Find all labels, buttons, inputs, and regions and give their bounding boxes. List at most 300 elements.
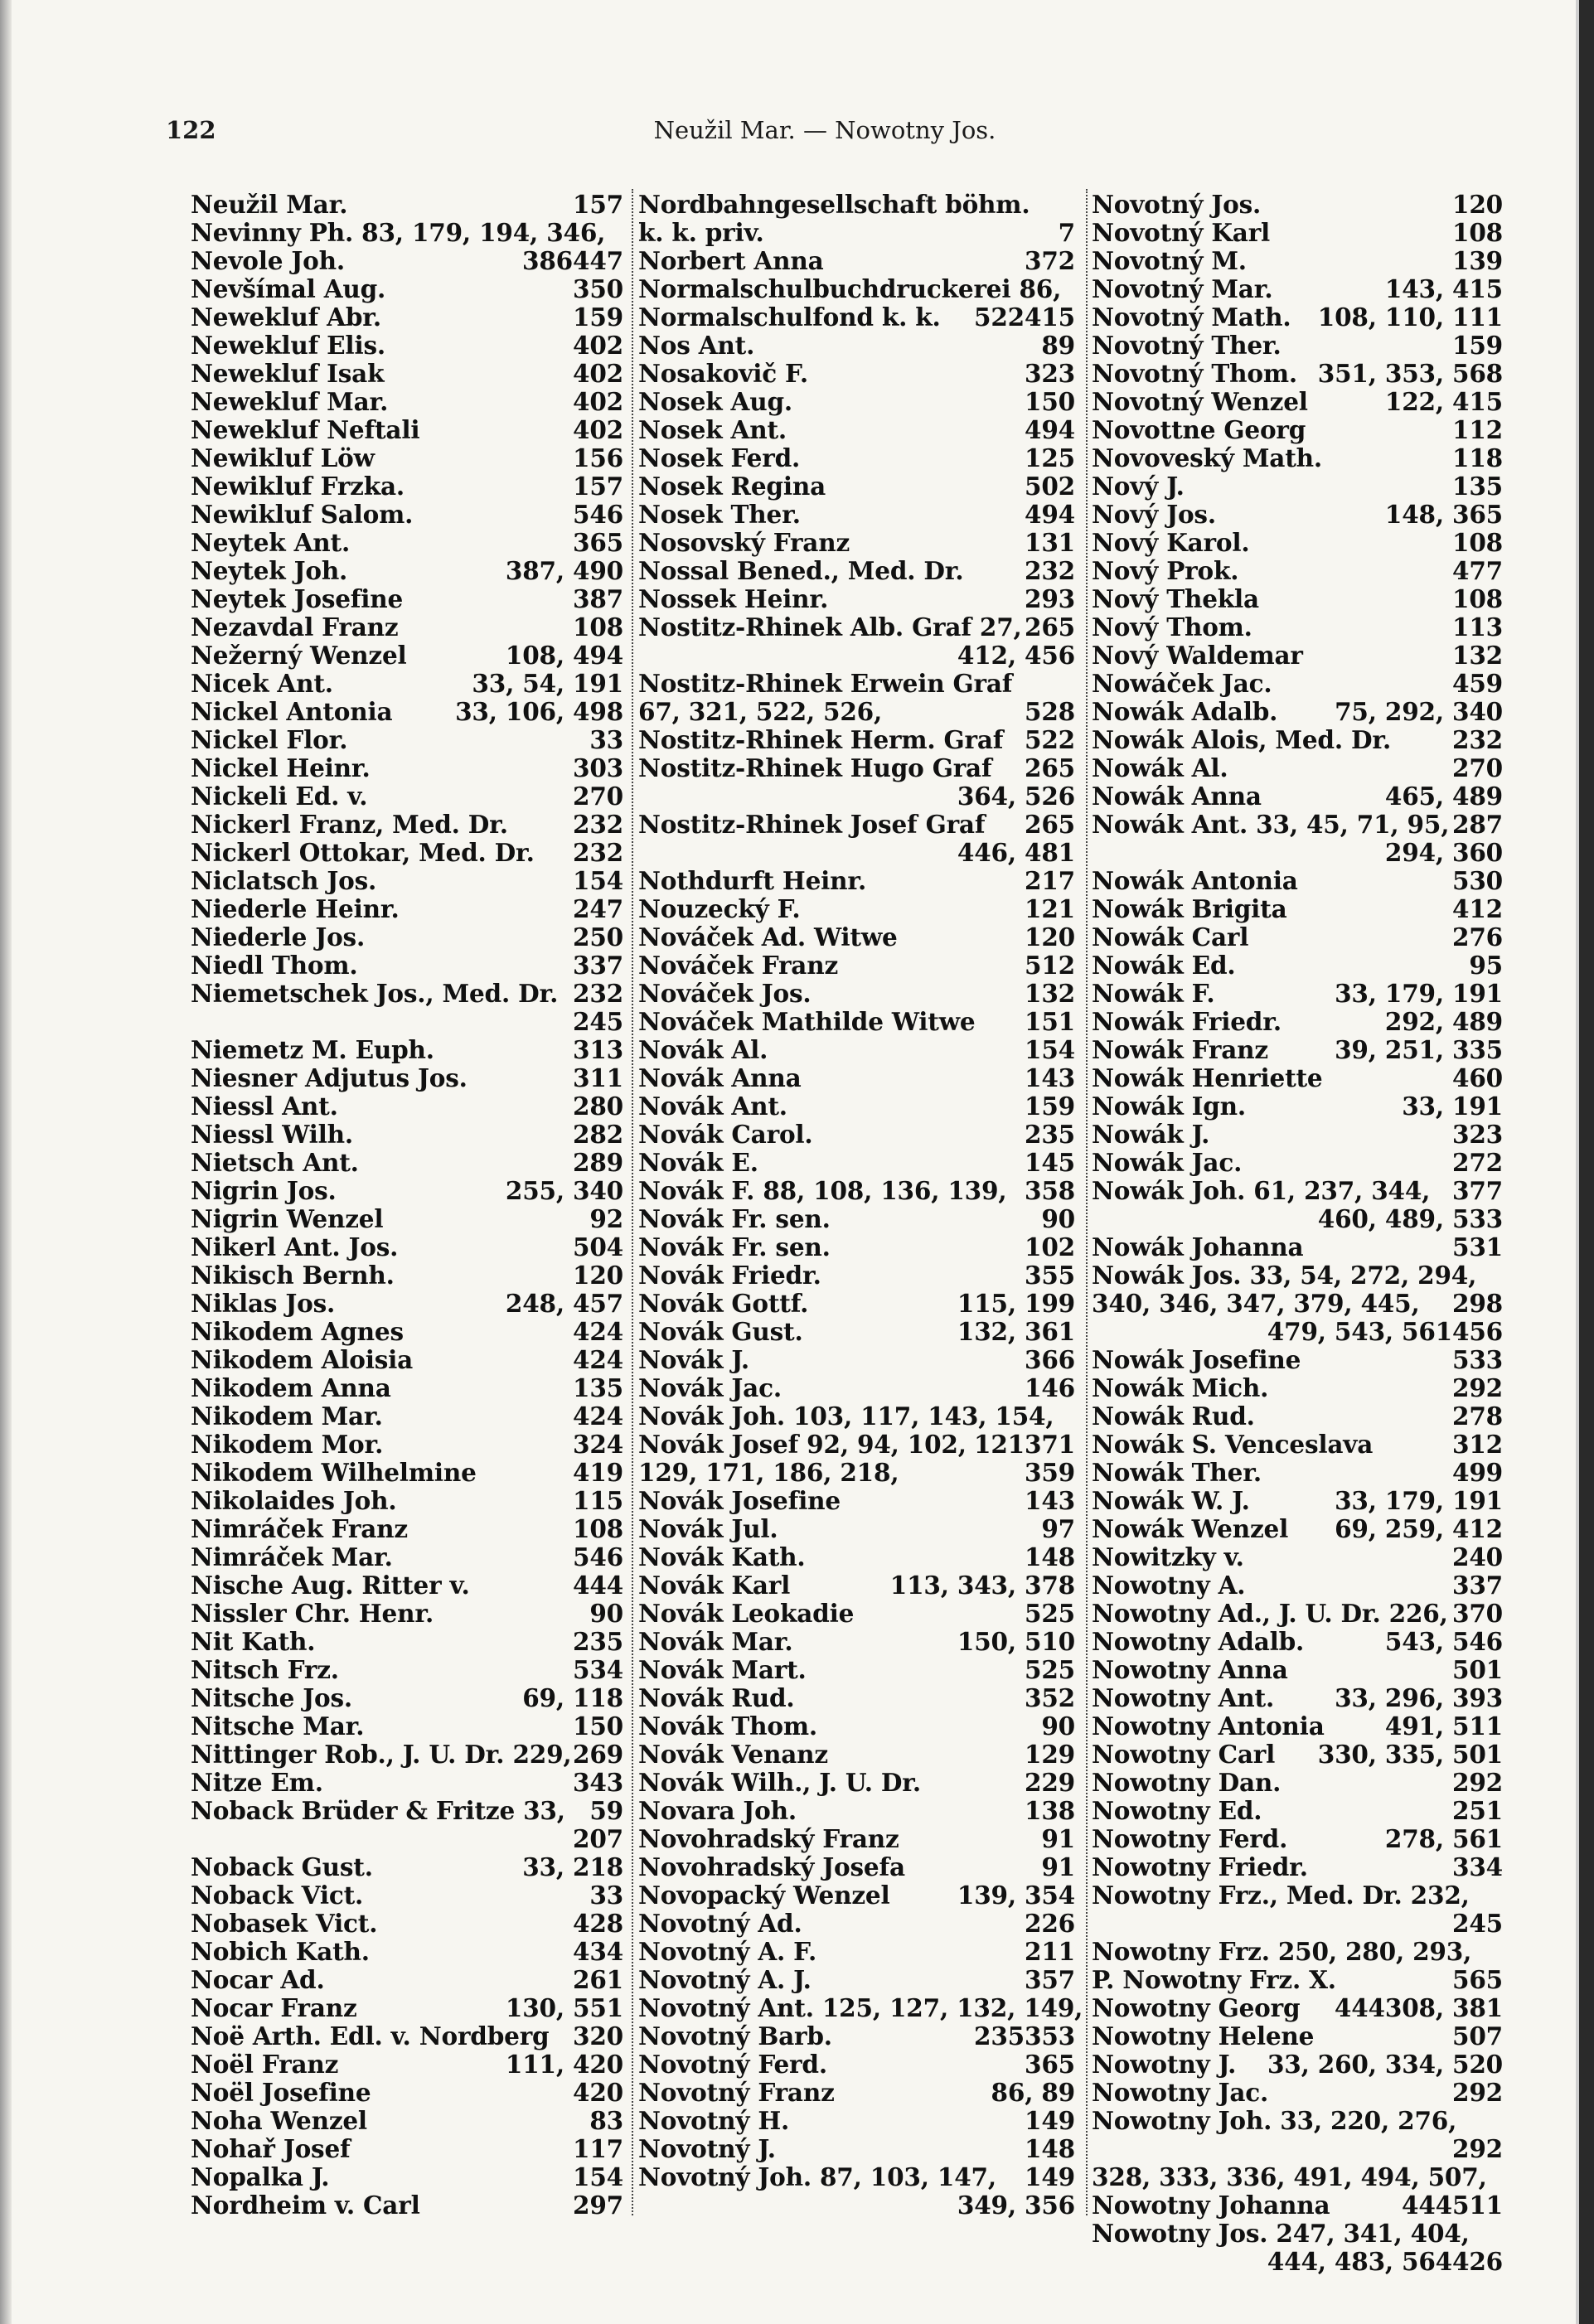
index-entry bbox=[191, 1825, 623, 1853]
entry-pages: 402 bbox=[573, 387, 623, 416]
entry-name: 328, 333, 336, 491, 494, 507, bbox=[1092, 2162, 1487, 2191]
index-entry bbox=[1092, 501, 1503, 529]
index-entry bbox=[1092, 557, 1503, 585]
entry-name: Nezavdal Franz bbox=[191, 612, 399, 642]
entry-pages: 444 bbox=[573, 1571, 623, 1600]
entry-pages: 131 bbox=[1025, 528, 1075, 557]
index-entry bbox=[638, 1346, 1075, 1374]
entry-pages: 278, 561 bbox=[1384, 1824, 1503, 1853]
entry-name: Niedl Thom. bbox=[191, 951, 358, 980]
entry-name: Novák Josefine bbox=[638, 1486, 841, 1515]
entry-name: Nobasek Vict. bbox=[191, 1909, 378, 1938]
entry-name: Newekluf Abr. bbox=[191, 303, 381, 332]
entry-pages: 33, 179, 191 bbox=[1335, 1486, 1503, 1515]
entry-name: Newekluf Neftali bbox=[191, 415, 420, 444]
index-entry bbox=[191, 1318, 623, 1346]
entry-name: Nickel Flor. bbox=[191, 725, 348, 754]
index-entry bbox=[1092, 726, 1503, 754]
entry-pages: 502 bbox=[1025, 472, 1075, 501]
entry-name: Novotný Barb. bbox=[638, 2021, 832, 2050]
entry-pages: 108 bbox=[573, 612, 623, 642]
entry-name: Neužil Mar. bbox=[191, 190, 348, 219]
entry-name: Nikodem Mar. bbox=[191, 1402, 383, 1431]
entry-name: Novák Gottf. bbox=[638, 1289, 809, 1318]
entry-name: Novotný Ad. bbox=[638, 1909, 802, 1938]
entry-pages: 132 bbox=[1025, 979, 1075, 1008]
index-entry bbox=[191, 501, 623, 529]
index-entry bbox=[638, 1938, 1075, 1966]
entry-pages: 533 bbox=[1452, 1345, 1503, 1374]
entry-name: Niemetz M. Euph. bbox=[191, 1035, 434, 1064]
index-entry bbox=[638, 416, 1075, 444]
index-entry bbox=[1092, 360, 1503, 388]
entry-name: Nickel Antonia bbox=[191, 697, 393, 726]
entry-name: Nowák Franz bbox=[1092, 1035, 1268, 1064]
index-entry bbox=[191, 951, 623, 980]
index-entry bbox=[1092, 698, 1503, 726]
entry-pages: 494 bbox=[1025, 415, 1075, 444]
entry-name: Novotný Karl bbox=[1092, 218, 1271, 247]
index-entry bbox=[638, 726, 1075, 754]
index-entry bbox=[638, 613, 1075, 642]
entry-name: Nikodem Aloisia bbox=[191, 1345, 414, 1374]
index-entry bbox=[191, 1487, 623, 1515]
entry-pages: 245 bbox=[573, 1007, 623, 1036]
entry-pages: 446, 481 bbox=[957, 838, 1075, 867]
entry-name: Nowák Friedr. bbox=[1092, 1007, 1281, 1036]
index-entry bbox=[191, 1261, 623, 1290]
index-entry bbox=[1092, 191, 1503, 219]
entry-pages: 122, 415 bbox=[1384, 387, 1503, 416]
entry-pages: 343 bbox=[573, 1768, 623, 1797]
entry-name: Novák Friedr. bbox=[638, 1261, 821, 1290]
entry-name: Nowotny Ed. bbox=[1092, 1796, 1262, 1825]
entry-name: Nowák Al. bbox=[1092, 753, 1228, 782]
index-entry bbox=[1092, 1121, 1503, 1149]
entry-pages: 211 bbox=[1025, 1937, 1075, 1966]
entry-pages: 33 bbox=[589, 725, 623, 754]
entry-pages: 415 bbox=[1025, 303, 1075, 332]
entry-pages: 129 bbox=[1025, 1740, 1075, 1769]
entry-pages: 159 bbox=[1025, 1092, 1075, 1121]
entry-pages: 240 bbox=[1452, 1542, 1503, 1571]
entry-name: Nitze Em. bbox=[191, 1768, 323, 1797]
entry-pages: 33, 106, 498 bbox=[455, 697, 623, 726]
index-entry bbox=[191, 2191, 623, 2220]
entry-pages: 355 bbox=[1025, 1261, 1075, 1290]
entry-name: Nowák Henriette bbox=[1092, 1063, 1323, 1092]
index-entry bbox=[191, 2022, 623, 2050]
entry-name: Novák Anna bbox=[638, 1063, 802, 1092]
index-entry bbox=[1092, 754, 1503, 782]
entry-name: Nikisch Bernh. bbox=[191, 1261, 395, 1290]
index-entry bbox=[191, 1853, 623, 1881]
entry-name: Newikluf Salom. bbox=[191, 500, 414, 529]
entry-name: Nopalka J. bbox=[191, 2162, 330, 2191]
entry-name: Nowák Ant. 33, 45, 71, 95, bbox=[1092, 810, 1450, 839]
index-entry bbox=[1092, 1177, 1503, 1205]
index-entry bbox=[638, 219, 1075, 247]
entry-name: Novara Joh. bbox=[638, 1796, 797, 1825]
index-entry bbox=[191, 416, 623, 444]
entry-pages: 372 bbox=[1025, 246, 1075, 275]
index-entry bbox=[638, 303, 1075, 332]
index-entry bbox=[638, 2022, 1075, 2050]
entry-pages: 293 bbox=[1025, 584, 1075, 613]
index-entry bbox=[638, 1881, 1075, 1910]
entry-pages: 235 bbox=[1025, 1120, 1075, 1149]
index-entry bbox=[191, 388, 623, 416]
entry-pages: 351, 353, 568 bbox=[1317, 359, 1503, 388]
entry-pages: 366 bbox=[1025, 1345, 1075, 1374]
index-entry bbox=[191, 529, 623, 557]
entry-pages: 232 bbox=[573, 810, 623, 839]
index-entry bbox=[191, 1543, 623, 1571]
entry-name: Normalschulfond k. k. bbox=[638, 303, 941, 332]
index-entry bbox=[191, 1910, 623, 1938]
entry-name: Nouzecký F. bbox=[638, 894, 801, 923]
entry-pages: 334 bbox=[1452, 1852, 1503, 1881]
index-entry bbox=[191, 698, 623, 726]
entry-pages: 248, 457 bbox=[505, 1289, 623, 1318]
entry-name: Nordheim v. Carl bbox=[191, 2191, 420, 2220]
index-entry bbox=[191, 867, 623, 895]
entry-pages: 424 bbox=[573, 1345, 623, 1374]
entry-name: Noback Vict. bbox=[191, 1881, 364, 1910]
entry-pages: 154 bbox=[1025, 1035, 1075, 1064]
entry-pages: 132, 361 bbox=[957, 1317, 1075, 1346]
entry-name: Novák Jac. bbox=[638, 1373, 782, 1402]
entry-pages: 92 bbox=[589, 1204, 623, 1233]
index-entry bbox=[191, 1797, 623, 1825]
entry-pages: 546 bbox=[573, 500, 623, 529]
entry-pages: 377 bbox=[1452, 1176, 1503, 1205]
entry-pages: 90 bbox=[1041, 1204, 1075, 1233]
index-entry bbox=[1092, 1205, 1503, 1233]
index-entry bbox=[1092, 1543, 1503, 1571]
entry-pages: 444, 483, 564 bbox=[1267, 2247, 1453, 2276]
index-entry bbox=[638, 1177, 1075, 1205]
entry-pages: 232 bbox=[573, 979, 623, 1008]
entry-name: Novotný A. J. bbox=[638, 1965, 812, 1994]
entry-name: Nowák Adalb. bbox=[1092, 697, 1278, 726]
entry-pages: 350 bbox=[573, 274, 623, 303]
entry-pages: 292 bbox=[1452, 1373, 1503, 1402]
entry-name: Nohař Josef bbox=[191, 2134, 351, 2163]
entry-name: Nováček Jos. bbox=[638, 979, 812, 1008]
entry-pages: 207 bbox=[573, 1824, 623, 1853]
index-entry bbox=[638, 1543, 1075, 1571]
entry-pages: 33, 296, 393 bbox=[1335, 1683, 1503, 1712]
index-entry bbox=[638, 782, 1075, 811]
entry-pages: 546 bbox=[573, 1542, 623, 1571]
index-entry bbox=[191, 895, 623, 923]
entry-name: Nowáček Jac. bbox=[1092, 669, 1272, 698]
entry-name: Novohradský Josefa bbox=[638, 1852, 905, 1881]
entry-name: Nowák Josefine bbox=[1092, 1345, 1301, 1374]
entry-name: Novotný Jos. bbox=[1092, 190, 1262, 219]
entry-name: Newekluf Mar. bbox=[191, 387, 389, 416]
entry-name: Nowotny Ferd. bbox=[1092, 1824, 1288, 1853]
entry-pages: 512 bbox=[1025, 951, 1075, 980]
entry-pages: 402 bbox=[573, 359, 623, 388]
entry-name: Nocar Franz bbox=[191, 1993, 357, 2022]
entry-name: Nowák Jos. 33, 54, 272, 294, bbox=[1092, 1261, 1477, 1290]
index-entry bbox=[638, 1684, 1075, 1712]
index-entry bbox=[191, 1684, 623, 1712]
entry-name: Nobich Kath. bbox=[191, 1937, 370, 1966]
entry-pages: 522 bbox=[974, 303, 1025, 332]
entry-name: Novák Karl bbox=[638, 1571, 791, 1600]
index-entry bbox=[1092, 923, 1503, 951]
index-entry bbox=[1092, 895, 1503, 923]
entry-pages: 139 bbox=[1452, 246, 1503, 275]
index-entry bbox=[638, 1205, 1075, 1233]
entry-name: Neytek Ant. bbox=[191, 528, 351, 557]
entry-pages: 303 bbox=[573, 753, 623, 782]
entry-pages: 159 bbox=[573, 303, 623, 332]
entry-pages: 108, 494 bbox=[505, 641, 623, 670]
entry-pages: 120 bbox=[1025, 922, 1075, 951]
entry-pages: 69, 259, 412 bbox=[1335, 1514, 1503, 1543]
entry-name: Nowák W. J. bbox=[1092, 1486, 1250, 1515]
index-entry bbox=[1092, 529, 1503, 557]
entry-pages: 353 bbox=[1025, 2021, 1075, 2050]
entry-pages: 504 bbox=[573, 1232, 623, 1261]
index-entry bbox=[191, 1431, 623, 1459]
entry-name: Nossal Bened., Med. Dr. bbox=[638, 556, 964, 585]
index-entry bbox=[1092, 1853, 1503, 1881]
entry-name: Nowák Jac. bbox=[1092, 1148, 1243, 1177]
index-entry bbox=[638, 2163, 1075, 2191]
index-entry bbox=[191, 1346, 623, 1374]
entry-name: Novák Leokadie bbox=[638, 1599, 855, 1628]
entry-name: Nowotny Jos. 247, 341, 404, bbox=[1092, 2219, 1470, 2248]
entry-name: Nocar Ad. bbox=[191, 1965, 325, 1994]
entry-pages: 312 bbox=[1452, 1430, 1503, 1459]
entry-name: Nowotny Ant. bbox=[1092, 1683, 1275, 1712]
index-entry bbox=[638, 191, 1075, 219]
entry-name: Niessl Wilh. bbox=[191, 1120, 353, 1149]
index-entry bbox=[1092, 1712, 1503, 1741]
entry-name: Novotný M. bbox=[1092, 246, 1247, 275]
entry-pages: 298 bbox=[1452, 1289, 1503, 1318]
entry-pages: 370 bbox=[1452, 1599, 1503, 1628]
index-entry bbox=[191, 811, 623, 839]
entry-name: Novák Mar. bbox=[638, 1627, 793, 1656]
page-number: 122 bbox=[166, 116, 216, 144]
entry-name: Novotný Wenzel bbox=[1092, 387, 1308, 416]
entry-pages: 289 bbox=[573, 1148, 623, 1177]
entry-name: Nische Aug. Ritter v. bbox=[191, 1571, 470, 1600]
entry-pages: 534 bbox=[573, 1655, 623, 1684]
entry-name: Noël Franz bbox=[191, 2050, 339, 2079]
entry-name: Niemetschek Jos., Med. Dr. bbox=[191, 979, 559, 1008]
entry-name: Nostitz-Rhinek Hugo Graf bbox=[638, 753, 992, 782]
entry-pages: 357 bbox=[1025, 1965, 1075, 1994]
index-entry bbox=[638, 1910, 1075, 1938]
entry-name: Niederle Heinr. bbox=[191, 894, 400, 923]
index-entry bbox=[638, 529, 1075, 557]
entry-name: Noback Gust. bbox=[191, 1852, 373, 1881]
entry-name: Nikodem Mor. bbox=[191, 1430, 384, 1459]
index-entry bbox=[191, 1459, 623, 1487]
index-entry bbox=[1092, 642, 1503, 670]
entry-name: Nowák Mich. bbox=[1092, 1373, 1269, 1402]
entry-pages: 7 bbox=[1058, 218, 1075, 247]
entry-name: Nowák Brigita bbox=[1092, 894, 1287, 923]
entry-name: Nowák F. bbox=[1092, 979, 1215, 1008]
index-entry bbox=[191, 585, 623, 613]
index-entry bbox=[1092, 332, 1503, 360]
entry-pages: 95 bbox=[1469, 951, 1503, 980]
entry-name: Novák Wilh., J. U. Dr. bbox=[638, 1768, 921, 1797]
entry-pages: 365 bbox=[573, 528, 623, 557]
index-entry bbox=[1092, 1656, 1503, 1684]
index-entry bbox=[638, 1092, 1075, 1121]
entry-pages: 135 bbox=[573, 1373, 623, 1402]
entry-name: Nickerl Franz, Med. Dr. bbox=[191, 810, 508, 839]
index-entry bbox=[1092, 275, 1503, 303]
entry-pages: 217 bbox=[1025, 866, 1075, 895]
index-entry bbox=[638, 1797, 1075, 1825]
entry-name: Nikerl Ant. Jos. bbox=[191, 1232, 399, 1261]
page-edge-shadow bbox=[0, 0, 12, 2324]
entry-name: Niessl Ant. bbox=[191, 1092, 338, 1121]
index-entry bbox=[638, 1966, 1075, 1994]
entry-name: Newikluf Frzka. bbox=[191, 472, 405, 501]
index-entry bbox=[638, 585, 1075, 613]
entry-pages: 364, 526 bbox=[957, 782, 1075, 811]
entry-pages: 501 bbox=[1452, 1655, 1503, 1684]
index-entry bbox=[191, 1515, 623, 1543]
entry-pages: 108 bbox=[1452, 584, 1503, 613]
entry-pages: 272 bbox=[1452, 1148, 1503, 1177]
entry-name: Novotný J. bbox=[638, 2134, 776, 2163]
entry-name: Novotný Franz bbox=[638, 2078, 835, 2107]
index-entry bbox=[1092, 1064, 1503, 1092]
entry-pages: 89 bbox=[1041, 331, 1075, 360]
index-entry bbox=[1092, 1431, 1503, 1459]
entry-name: Nittinger Rob., J. U. Dr. 229, bbox=[191, 1740, 572, 1769]
entry-pages: 232 bbox=[1025, 556, 1075, 585]
entry-name: Nowák S. Venceslava bbox=[1092, 1430, 1374, 1459]
index-entry bbox=[638, 1290, 1075, 1318]
entry-pages: 323 bbox=[1025, 359, 1075, 388]
entry-pages: 33, 54, 191 bbox=[472, 669, 623, 698]
index-entry bbox=[638, 698, 1075, 726]
entry-pages: 507 bbox=[1452, 2021, 1503, 2050]
index-entry bbox=[638, 1149, 1075, 1177]
entry-name: Nowák Rud. bbox=[1092, 1402, 1255, 1431]
entry-pages: 33 bbox=[589, 1881, 623, 1910]
entry-name: Nicek Ant. bbox=[191, 669, 333, 698]
index-entry bbox=[1092, 1571, 1503, 1600]
entry-pages: 148 bbox=[1025, 1542, 1075, 1571]
entry-pages: 292 bbox=[1452, 2078, 1503, 2107]
entry-name: Novák E. bbox=[638, 1148, 758, 1177]
entry-pages: 460 bbox=[1452, 1063, 1503, 1092]
entry-pages: 358 bbox=[1025, 1176, 1075, 1205]
index-entry bbox=[638, 951, 1075, 980]
index-entry bbox=[191, 444, 623, 472]
index-entry bbox=[1092, 1402, 1503, 1431]
entry-name: Novotný Thom. bbox=[1092, 359, 1297, 388]
entry-pages: 148, 365 bbox=[1384, 500, 1503, 529]
entry-name: Nosek Aug. bbox=[638, 387, 792, 416]
page-header bbox=[166, 116, 1484, 149]
index-entry bbox=[191, 360, 623, 388]
entry-name: Novotný Mar. bbox=[1092, 274, 1273, 303]
entry-name: Nowotny Helene bbox=[1092, 2021, 1315, 2050]
entry-name: Novák F. 88, 108, 136, 139, bbox=[638, 1176, 1007, 1205]
entry-pages: 412 bbox=[1452, 894, 1503, 923]
entry-pages: 33, 218 bbox=[522, 1852, 623, 1881]
index-entry bbox=[1092, 867, 1503, 895]
index-entry bbox=[191, 754, 623, 782]
entry-name: Noha Wenzel bbox=[191, 2106, 367, 2135]
index-entry bbox=[191, 642, 623, 670]
entry-name: Nevole Joh. bbox=[191, 246, 345, 275]
entry-name: Nitsche Mar. bbox=[191, 1712, 365, 1741]
entry-pages: 424 bbox=[573, 1402, 623, 1431]
index-entry bbox=[1092, 782, 1503, 811]
entry-name: Novák Al. bbox=[638, 1035, 768, 1064]
entry-name: Novák Fr. sen. bbox=[638, 1232, 831, 1261]
index-entry bbox=[1092, 1459, 1503, 1487]
entry-name: k. k. priv. bbox=[638, 218, 764, 247]
entry-pages: 229 bbox=[1025, 1768, 1075, 1797]
entry-pages: 251 bbox=[1452, 1796, 1503, 1825]
index-entry bbox=[1092, 613, 1503, 642]
entry-pages: 157 bbox=[573, 472, 623, 501]
entry-name: Nový Waldemar bbox=[1092, 641, 1303, 670]
entry-pages: 456 bbox=[1452, 1317, 1503, 1346]
entry-pages: 232 bbox=[1452, 725, 1503, 754]
index-entry bbox=[1092, 1233, 1503, 1261]
entry-pages: 108 bbox=[1452, 528, 1503, 557]
entry-pages: 157 bbox=[573, 190, 623, 219]
entry-pages: 97 bbox=[1041, 1514, 1075, 1543]
entry-pages: 261 bbox=[573, 1965, 623, 1994]
entry-name: Nimráček Franz bbox=[191, 1514, 408, 1543]
index-entry bbox=[638, 1628, 1075, 1656]
entry-name: Nikodem Agnes bbox=[191, 1317, 404, 1346]
index-entry bbox=[1092, 303, 1503, 332]
entry-pages: 444 bbox=[1334, 1993, 1385, 2022]
entry-pages: 276 bbox=[1452, 922, 1503, 951]
entry-pages: 146 bbox=[1025, 1373, 1075, 1402]
entry-pages: 90 bbox=[1041, 1712, 1075, 1741]
entry-pages: 530 bbox=[1452, 866, 1503, 895]
entry-name: Novotný Joh. 87, 103, 147, bbox=[638, 2162, 996, 2191]
entry-name: Nowotny Johanna bbox=[1092, 2191, 1330, 2220]
index-entry bbox=[638, 501, 1075, 529]
entry-pages: 282 bbox=[573, 1120, 623, 1149]
entry-pages: 108 bbox=[573, 1514, 623, 1543]
index-entry bbox=[638, 1571, 1075, 1600]
index-entry bbox=[1092, 1797, 1503, 1825]
entry-name: Nitsche Jos. bbox=[191, 1683, 352, 1712]
entry-name: Novák Carol. bbox=[638, 1120, 813, 1149]
entry-pages: 255, 340 bbox=[505, 1176, 623, 1205]
index-entry bbox=[191, 1092, 623, 1121]
index-entry bbox=[1092, 1487, 1503, 1515]
index-entry bbox=[1092, 1741, 1503, 1769]
entry-pages: 278 bbox=[1452, 1402, 1503, 1431]
index-entry bbox=[191, 2079, 623, 2107]
entry-pages: 148 bbox=[1025, 2134, 1075, 2163]
